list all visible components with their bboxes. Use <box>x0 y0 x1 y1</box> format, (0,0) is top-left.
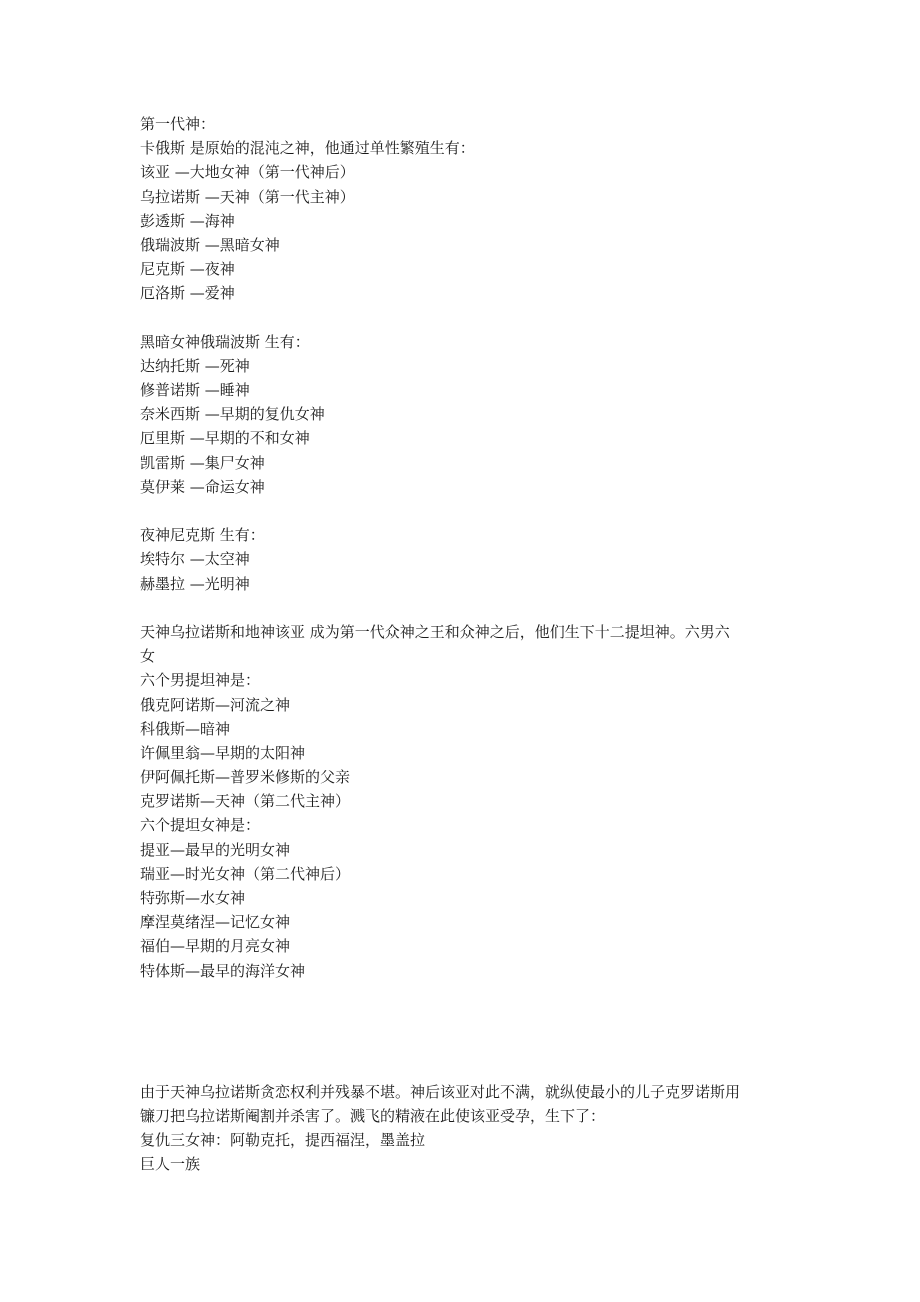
list-item: 科俄斯—暗神 <box>140 719 231 738</box>
list-item: 俄克阿诺斯—河流之神 <box>140 695 291 714</box>
list-item: 福伯—早期的月亮女神 <box>140 937 291 956</box>
list-item: 瑞亚—时光女神（第二代神后） <box>140 864 351 883</box>
list-item: 达纳托斯 —死神 <box>140 356 250 375</box>
list-item: 摩涅莫绪涅—记忆女神 <box>140 913 291 932</box>
subsection-heading: 六个提坦女神是： <box>140 816 261 835</box>
list-item: 俄瑞波斯 —黑暗女神 <box>140 235 280 254</box>
list-item: 尼克斯 —夜神 <box>140 260 235 279</box>
paragraph-line: 复仇三女神：阿勒克托，提西福涅，墨盖拉 <box>140 1130 426 1149</box>
section-intro-continuation: 女 <box>140 647 156 666</box>
list-item: 凯雷斯 —集尸女神 <box>140 453 265 472</box>
list-item: 乌拉诺斯 —天神（第一代主神） <box>140 187 355 206</box>
list-item: 该亚 —大地女神（第一代神后） <box>140 163 355 182</box>
paragraph-spacer <box>140 596 790 620</box>
list-item: 许佩里翁—早期的太阳神 <box>140 743 306 762</box>
list-item: 埃特尔 —太空神 <box>140 550 250 569</box>
section-intro: 夜神尼克斯 生有： <box>140 526 265 545</box>
paragraph-line: 由于天神乌拉诺斯贪恋权利并残暴不堪。神后该亚对此不满，就纵使最小的儿子克罗诺斯用 <box>140 1082 741 1101</box>
document-body <box>140 112 790 1176</box>
paragraph-spacer <box>140 983 790 1080</box>
list-item: 特弥斯—水女神 <box>140 889 246 907</box>
list-item: 特体斯—最早的海洋女神 <box>140 961 306 980</box>
list-item: 伊阿佩托斯—普罗米修斯的父亲 <box>140 768 351 787</box>
subsection-heading: 六个男提坦神是： <box>140 671 261 690</box>
section-intro: 天神乌拉诺斯和地神该亚 成为第一代众神之王和众神之后，他们生下十二提坦神。六男六 <box>140 622 730 641</box>
section-heading: 第一代神： <box>140 115 216 133</box>
list-item: 克罗诺斯—天神（第二代主神） <box>140 792 351 811</box>
list-item: 彭透斯 —海神 <box>140 211 235 230</box>
paragraph-line: 巨人一族 <box>140 1155 201 1174</box>
list-item: 奈米西斯 —早期的复仇女神 <box>140 405 325 424</box>
list-item: 莫伊莱 —命运女神 <box>140 477 265 496</box>
list-item: 厄里斯 —早期的不和女神 <box>140 429 310 448</box>
paragraph-line: 镰刀把乌拉诺斯阉割并杀害了。溅飞的精液在此使该亚受孕，生下了： <box>140 1106 606 1125</box>
paragraph-spacer <box>140 306 790 330</box>
paragraph-spacer <box>140 499 790 523</box>
section-intro: 卡俄斯 是原始的混沌之神，他通过单性繁殖生有： <box>140 139 475 158</box>
list-item: 修普诺斯 —睡神 <box>140 381 250 400</box>
list-item: 提亚—最早的光明女神 <box>140 840 291 859</box>
section-intro: 黑暗女神俄瑞波斯 生有： <box>140 332 310 351</box>
list-item: 赫墨拉 —光明神 <box>140 574 250 593</box>
list-item: 厄洛斯 —爱神 <box>140 284 235 303</box>
